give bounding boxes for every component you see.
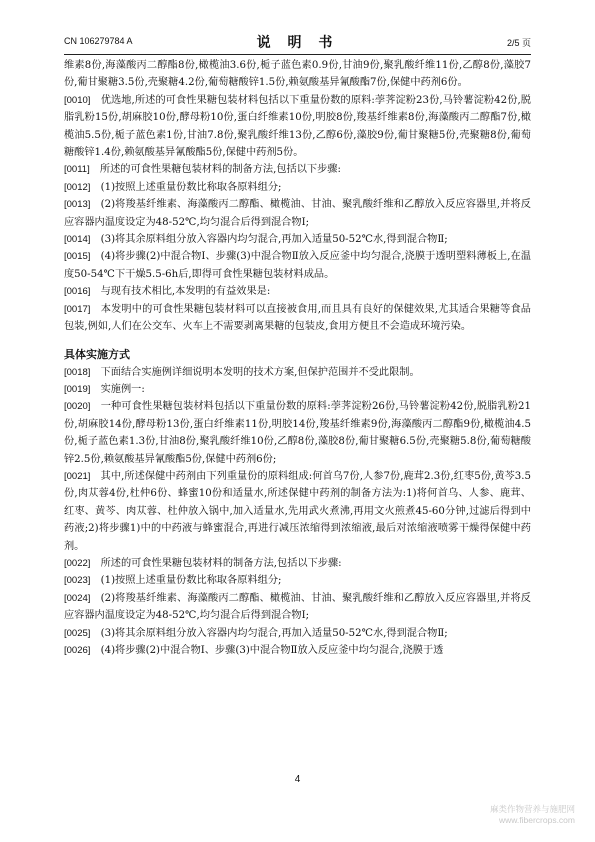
paragraph-text: 与现有技术相比,本发明的有益效果是: [100,286,271,298]
paragraph-text: (3)将其余原料组分放入容器内均匀混合,再加入适量50-52℃水,得到混合物Ⅱ; [100,627,448,639]
paragraph-0016 [64,283,531,300]
paragraph-text: 所述的可食性果糖包装材料的制备方法,包括以下步骤: [99,164,341,176]
paragraph-0017 [64,301,531,336]
paragraph-0018 [64,364,531,381]
paragraph-0023 [64,572,531,589]
paragraph-text: (4)将步骤(2)中混合物Ⅰ、步骤(3)中混合物Ⅱ放入反应釜中均匀混合,浇膜于透明塑料薄板上,在温度50-54℃下干燥5.5-6h后,即得可食性果糖包装材料成品。 [64,251,531,280]
paragraph-number: [0010] [64,94,91,106]
paragraph-text: 一种可食性果糖包装材料包括以下重量份数的原料:荸荠淀粉26份,马铃薯淀粉42份,脱脂乳粉21份,胡麻胶14份,酵母粉13份,蛋白纤维素11份,明胶14份,羧基纤维素9份,海藻酸丙二醇酯9份,橄榄油4.5份,栀子蓝色素1.3份,甘油8份,聚乳酸纤维10份,乙醇8份,藻胶8份,葡甘聚糖6.5份,壳聚糖5.8份,葡萄糖酸锌2.5份,赖氨酸基异氰酸酯5份,保健中药剂6份; [64,401,531,465]
paragraph-number: [0012] [64,181,91,193]
paragraph-0021 [64,468,531,555]
paragraph-0010 [64,92,531,162]
paragraph-text: 其中,所述保健中药剂由下列重量份的原料组成:何首乌7份,人参7份,鹿茸2.3份,红枣5份,黄芩3.5份,肉苁蓉4份,杜仲6份、蜂蜜10份和适量水,所述保健中药剂的制备方法为:1)将何首乌、人参、鹿茸、红枣、黄芩、肉苁蓉、杜仲放入锅中,加入适量水,先用武火煮沸,再用文火煎煮45-60分钟,过滤后得到中药液;2)将步骤1)中的中药液与蜂蜜混合,再进行减压浓缩得到浓缩液,最后对浓缩液喷雾干燥得保健中药剂。 [64,470,531,552]
paragraph-text: 实施例一: [100,383,145,395]
paragraph-text: (3)将其余原料组分放入容器内均匀混合,再加入适量50-52℃水,得到混合物Ⅱ; [100,234,448,246]
paragraph-text: 本发明中的可食性果糖包装材料可以直接被食用,而且具有良好的保健效果,尤其适合果糖等食品包装,例如,人们在公交车、火车上不需要剥离果糖的包装皮,食用方便且不会造成环境污染。 [64,303,531,333]
paragraph-text: (4)将步骤(2)中混合物Ⅰ、步骤(3)中混合物Ⅱ放入反应釜中均匀混合,浇膜于透 [100,645,444,656]
paragraph-0014 [64,231,531,248]
paragraph-number: [0014] [64,234,91,246]
section-spacer [64,336,531,346]
section-heading: 具体实施方式 [64,348,130,361]
paragraph-text: 优选地,所述的可食性果糖包装材料包括以下重量份数的原料:荸荠淀粉23份,马铃薯淀粉42份,脱脂乳粉15份,胡麻胶10份,酵母粉10份,蛋白纤维素10份,明胶8份,羧基纤维素8份,海藻酸丙二醇酯7份,橄榄油5.5份,栀子蓝色素1份,甘油7.8份,聚乳酸纤维13份,乙醇6份,藻胶9份,葡甘聚糖5份,壳聚糖8份,葡萄糖酸锌1.4份,赖氨酸基异氰酸酯5份,保健中药剂5份。 [64,94,531,159]
paragraph-0013 [64,196,531,231]
paragraph-number: [0017] [64,303,91,315]
paragraph-number: [0016] [64,286,91,298]
paragraph-number: [0023] [64,575,91,587]
paragraph-0012 [64,179,531,196]
paragraph-number: [0015] [64,251,91,263]
paragraph-0026 [64,642,531,659]
paragraph-text: (1)按照上述重量份数比称取各原料组分; [100,181,282,193]
watermark-site-name: 麻类作物营养与施肥网 [489,804,575,814]
paragraph-number: [0011] [64,164,90,176]
paragraph-0011 [64,161,531,178]
paragraph-number: [0020] [64,401,91,413]
paragraph-text: 所述的可食性果糖包装材料的制备方法,包括以下步骤: [100,557,342,569]
paragraph-number: [0013] [64,199,91,211]
paragraph-text: (2)将羧基纤维素、海藻酸丙二醇酯、橄榄油、甘油、聚乳酸纤维和乙醇放入反应容器里,并将反应容器内温度设定为48-52℃,均匀混合后得到混合物Ⅰ; [64,199,531,228]
page-header [64,30,531,54]
document-number: CN 106279784 A [64,36,133,46]
paragraph-number: [0024] [64,592,91,604]
paragraph-number: [0018] [64,366,91,378]
document-title: 说 明 书 [256,35,339,51]
watermark-url: www.fibercrops.com [498,815,575,825]
paragraph-text: (1)按照上述重量份数比称取各原料组分; [100,575,282,587]
paragraph-0019 [64,381,531,398]
page-number: 4 [294,774,301,785]
paragraph-0022 [64,555,531,572]
header-rule [64,54,531,55]
paragraph-number: [0026] [64,645,91,656]
paragraph-0024 [64,590,531,625]
paragraph-0015 [64,248,531,283]
paragraph-number: [0025] [64,627,91,639]
site-watermark [490,804,575,826]
paragraph-text: 下面结合实施例详细说明本发明的技术方案,但保护范围并不受此限制。 [100,366,420,378]
paragraph-0025 [64,625,531,642]
page-indicator: 2/5 页 [506,38,531,48]
paragraph-0020 [64,398,531,468]
paragraph-number: [0019] [64,383,91,395]
paragraph-number: [0022] [64,557,91,569]
document-body [64,57,531,659]
paragraph-number: [0021] [64,470,91,482]
paragraph-text: (2)将羧基纤维素、海藻酸丙二醇酯、橄榄油、甘油、聚乳酸纤维和乙醇放入反应容器里,并将反应容器内温度设定为48-52℃,均匀混合后得到混合物Ⅰ; [64,592,531,622]
paragraph-text: 维素8份,海藻酸丙二醇酯8份,橄榄油3.6份,栀子蓝色素0.9份,甘油9份,聚乳酸纤维11份,乙醇8份,藻胶7份,葡甘聚糖3.5份,壳聚糖4.2份,葡萄糖酸锌1.5份,赖氨酸基异氰酸酯7份,保健中药剂6份。 [64,60,531,89]
paragraph-continued [64,57,531,92]
